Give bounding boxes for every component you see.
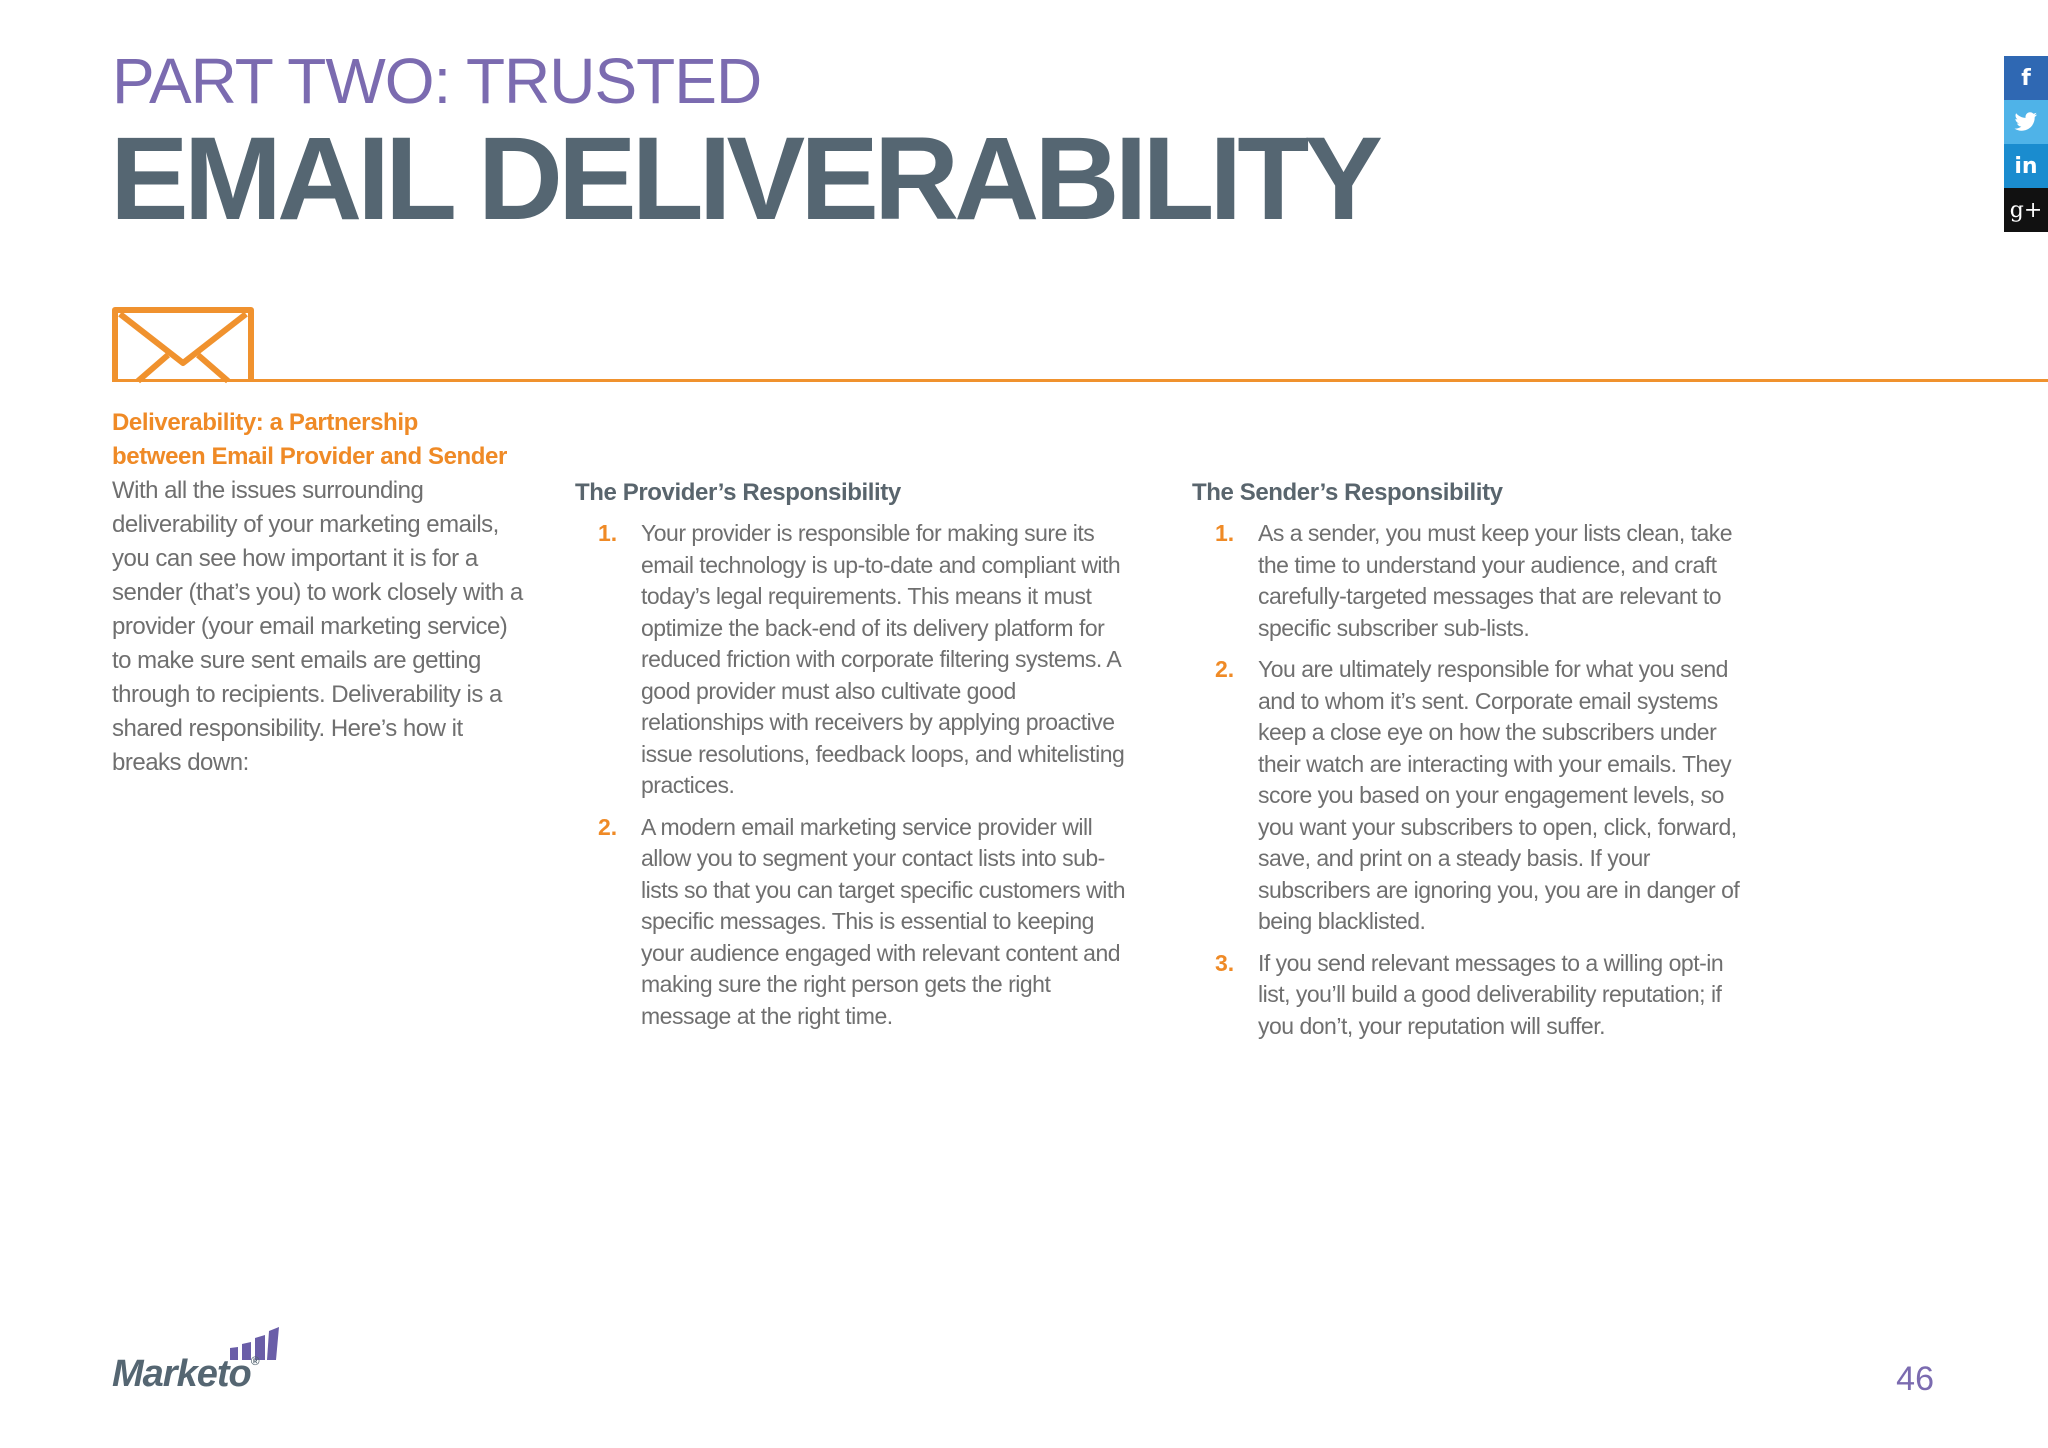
logo-wordmark (112, 1355, 259, 1393)
list-number: 1. (598, 520, 618, 546)
envelope-icon (112, 305, 254, 385)
list-item (575, 812, 1145, 1033)
provider-column (575, 476, 1145, 1042)
intro-paragraph: With all the issues surrounding deliverability of your marketing emails, you can see how important it is for a sender (that’s you) to work closely with a provider (your email marketing service) to make sure sent emails are getting through to recipients. Deliverability is a shared responsibility. Here’s how it breaks down: (112, 477, 523, 776)
linkedin-icon[interactable] (2004, 144, 2048, 188)
googleplus-label: g+ (2009, 197, 2043, 223)
social-share-bar (2004, 56, 2048, 232)
marketo-logo (112, 1322, 292, 1395)
section-kicker: PART TWO: TRUSTED (112, 45, 762, 117)
sender-column (1192, 476, 1762, 1052)
sender-heading: The Sender’s Responsibility (1192, 479, 1503, 506)
intro-column (112, 406, 532, 780)
list-item (1192, 518, 1762, 644)
page-number: 46 (1896, 1360, 1934, 1398)
facebook-icon[interactable] (2004, 56, 2048, 100)
facebook-label: f (2021, 65, 2031, 91)
intro-subheading-line2: between Email Provider and Sender (112, 443, 507, 470)
twitter-bird-glyph (2014, 112, 2038, 132)
list-number: 2. (1215, 656, 1235, 682)
list-text: You are ultimately responsible for what you send and to whom it’s sent. Corporate email systems keep a close eye on how the subscribers under their watch are interacting with your emails. They score you based on your engagement levels, so you want your subscribers to open, click, forward, save, and print on a steady basis. If your subscribers are ignoring you, you are in danger of being blacklisted. (1258, 656, 1740, 934)
list-text: If you send relevant messages to a willing opt-in list, you’ll build a good deliverability reputation; if you don’t, your reputation will suffer. (1258, 949, 1724, 1039)
section-divider (112, 379, 2048, 382)
list-item (575, 518, 1145, 802)
linkedin-label: in (2014, 153, 2038, 179)
intro-subheading-line1: Deliverability: a Partnership (112, 409, 418, 436)
list-text: Your provider is responsible for making sure its email technology is up-to-date and compliant with today’s legal requirements. This means it must optimize the back-end of its delivery platform for reduced friction with corporate filtering systems. A good provider must also cultivate good relationships with receivers by applying proactive issue resolutions, feedback loops, and whitelisting practices. (641, 520, 1125, 798)
list-text: A modern email marketing service provider will allow you to segment your contact lists into sub-lists so that you can target specific customers with specific messages. This is essential to keeping your audience engaged with relevant content and making sure the right person gets the right message at the right time. (641, 813, 1126, 1029)
list-item (1192, 948, 1762, 1043)
list-number: 1. (1215, 520, 1235, 546)
googleplus-icon[interactable] (2004, 188, 2048, 232)
list-item (1192, 654, 1762, 938)
provider-heading: The Provider’s Responsibility (575, 479, 901, 506)
twitter-icon[interactable] (2004, 100, 2048, 144)
logo-text: Marketo (112, 1353, 251, 1395)
list-text: As a sender, you must keep your lists clean, take the time to understand your audience, and craft carefully-targeted messages that are relevant to specific subscriber sub-lists. (1258, 520, 1733, 641)
list-number: 3. (1215, 949, 1235, 976)
logo-registered-mark: ® (250, 1354, 259, 1368)
list-number: 2. (598, 813, 618, 840)
page-title: EMAIL DELIVERABILITY (110, 113, 1379, 245)
